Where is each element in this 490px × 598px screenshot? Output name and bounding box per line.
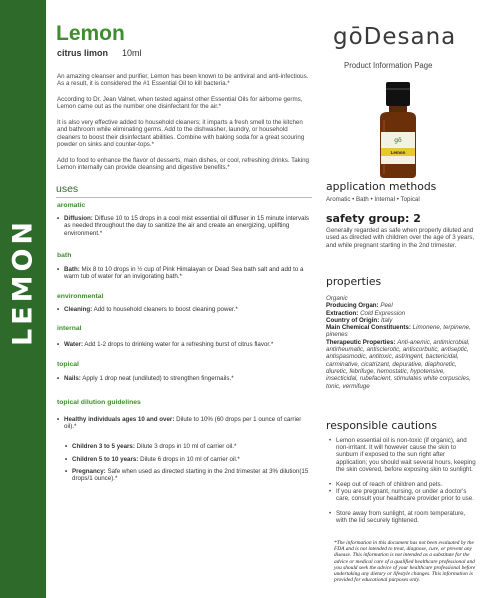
- application-methods: Aromatic • Bath • Internal • Topical: [326, 196, 420, 203]
- topical-heading: topical: [57, 361, 79, 368]
- intro-paragraph: According to Dr. Jean Valnet, when tested against other Essential Oils for airborne germs, Lemon came out as the number one disinfectant for the air.*: [57, 96, 303, 111]
- latin-name: citrus limon: [57, 48, 109, 58]
- intro-paragraph: Add to food to enhance the flavor of desserts, main dishes, or cool, refreshing drinks. Taking Lemon internally can provide cleansing and digestive benefits.*: [57, 157, 309, 172]
- page-title: Lemon: [56, 22, 125, 45]
- dilution-children-5-10: • Children 5 to 10 years: Dilute 6 drops in 10 ml of carrier oil.*: [72, 456, 312, 463]
- caution-item: • Lemon essential oil is non-toxic (if organic), and non-irritant. It will however cause the skin to sunburn if exposed to the sun right after application; you should wait several hours, keeping the skin covered, before exposing skin to sunlight.: [336, 437, 476, 473]
- dilution-children-3-5: • Children 3 to 5 years: Dilute 3 drops in 10 ml of carrier oil.*: [72, 443, 312, 450]
- properties-list: Organic Producing Organ: Peel Extraction: Cold Expression Country of Origin: Italy Main Chemical Constituents: Limonene, terpinene, pinenes Therapeutic Properties: Anti-anemic, antimicrobial, antirheumatic, antisclerotic, antiscorbutic, antiseptic, antispasmodic, antitoxic, astringent, bactericidal, carminative, cicatrizant, depurative, diaphoretic, diuretic, febrifuge, hemostatic, hypotensive, insecticidal, rubefacient, stimulates white corpuscles, tonic, vermifuge: [326, 295, 471, 390]
- caution-item: • Store away from sunlight, at room temperature, with the lid securely tightened.: [336, 510, 476, 524]
- brand-logo: gōDesana: [333, 24, 457, 50]
- topical-use: • Nails: Apply 1 drop neat (undiluted) to strengthen fingernails.*: [64, 375, 314, 382]
- bath-use: • Bath: Mix 8 to 10 drops in ½ cup of Pink Himalayan or Dead Sea bath salt and add to a warm tub of water for an invigorating bath.*: [64, 266, 314, 281]
- intro-paragraph: An amazing cleanser and purifier, Lemon has been known to be antiviral and anti-infectious. As a result, it is considered the #1 Essential Oil to kill bacteria.*: [57, 73, 309, 88]
- intro-paragraph: It is also very effective added to household cleaners; it imparts a fresh smell to the kitchen and bathroom while eliminating germs. Add to the dishwasher, laundry, or household cleaners to boost their disinfectant abilities. Combine with baking soda for a great scouring powder on sinks and counter-tops.*: [57, 119, 305, 149]
- dilution-pregnancy: • Pregnancy: Safe when used as directed starting in the 2nd trimester at 3% dilution(15 drops/1 ounce).*: [72, 468, 312, 483]
- uses-heading: uses: [56, 183, 79, 195]
- sidebar-title: LEMON: [7, 217, 39, 347]
- bottle-brand-icon: gō: [394, 137, 402, 144]
- environmental-use: • Cleaning: Add to household cleaners to boost cleaning power.*: [64, 306, 314, 313]
- fda-disclaimer: *The information in this document has not been evaluated by the FDA and is not intended to treat, diagnose, cure, or prevent any disease. This information is not intended as a substitute for the advice or medical care of a qualified healthcare professional and you should seek the advice of your healthcare professional before undertaking any dietary or lifestyle changes. This information is provided for educational purposes only.: [334, 540, 476, 584]
- cautions-heading: responsible cautions: [326, 419, 438, 432]
- sidebar-band: [0, 0, 46, 598]
- caution-item: • If you are pregnant, nursing, or under a doctor's care, consult your healthcare provider prior to use.: [336, 488, 476, 502]
- dilution-adults: • Healthy individuals ages 10 and over: Dilute to 10% (60 drops per 1 ounce of carrier oil).*: [64, 416, 314, 431]
- safety-text: Generally regarded as safe when properly diluted and used as directed with children over the age of 3 years, and while pregnant starting in the 2nd trimester.: [326, 227, 475, 249]
- aromatic-use: • Diffusion: Diffuse 10 to 15 drops in a cool mist essential oil diffuser in 15 minute intervals as needed throughout the day to sanitize the air and create an energizing, uplifting environment.*: [64, 215, 314, 237]
- application-heading: application methods: [326, 180, 437, 193]
- product-bottle-image: [372, 80, 424, 180]
- page-type-label: Product Information Page: [344, 61, 433, 70]
- divider: [56, 197, 312, 198]
- environmental-heading: environmental: [57, 293, 104, 300]
- bath-heading: bath: [57, 252, 72, 259]
- dilution-heading: topical dilution guidelines: [57, 399, 141, 406]
- internal-heading: internal: [57, 325, 82, 332]
- bottle-label-text: Lemon: [390, 150, 406, 155]
- product-size: 10ml: [122, 48, 142, 58]
- aromatic-heading: aromatic: [57, 202, 86, 209]
- internal-use: • Water: Add 1-2 drops to drinking water for a refreshing burst of citrus flavor.*: [64, 341, 314, 348]
- product-subtitle: [57, 48, 142, 58]
- caution-item: • Keep out of reach of children and pets.: [336, 481, 476, 488]
- properties-heading: properties: [326, 275, 382, 288]
- safety-heading: safety group: 2: [326, 212, 421, 225]
